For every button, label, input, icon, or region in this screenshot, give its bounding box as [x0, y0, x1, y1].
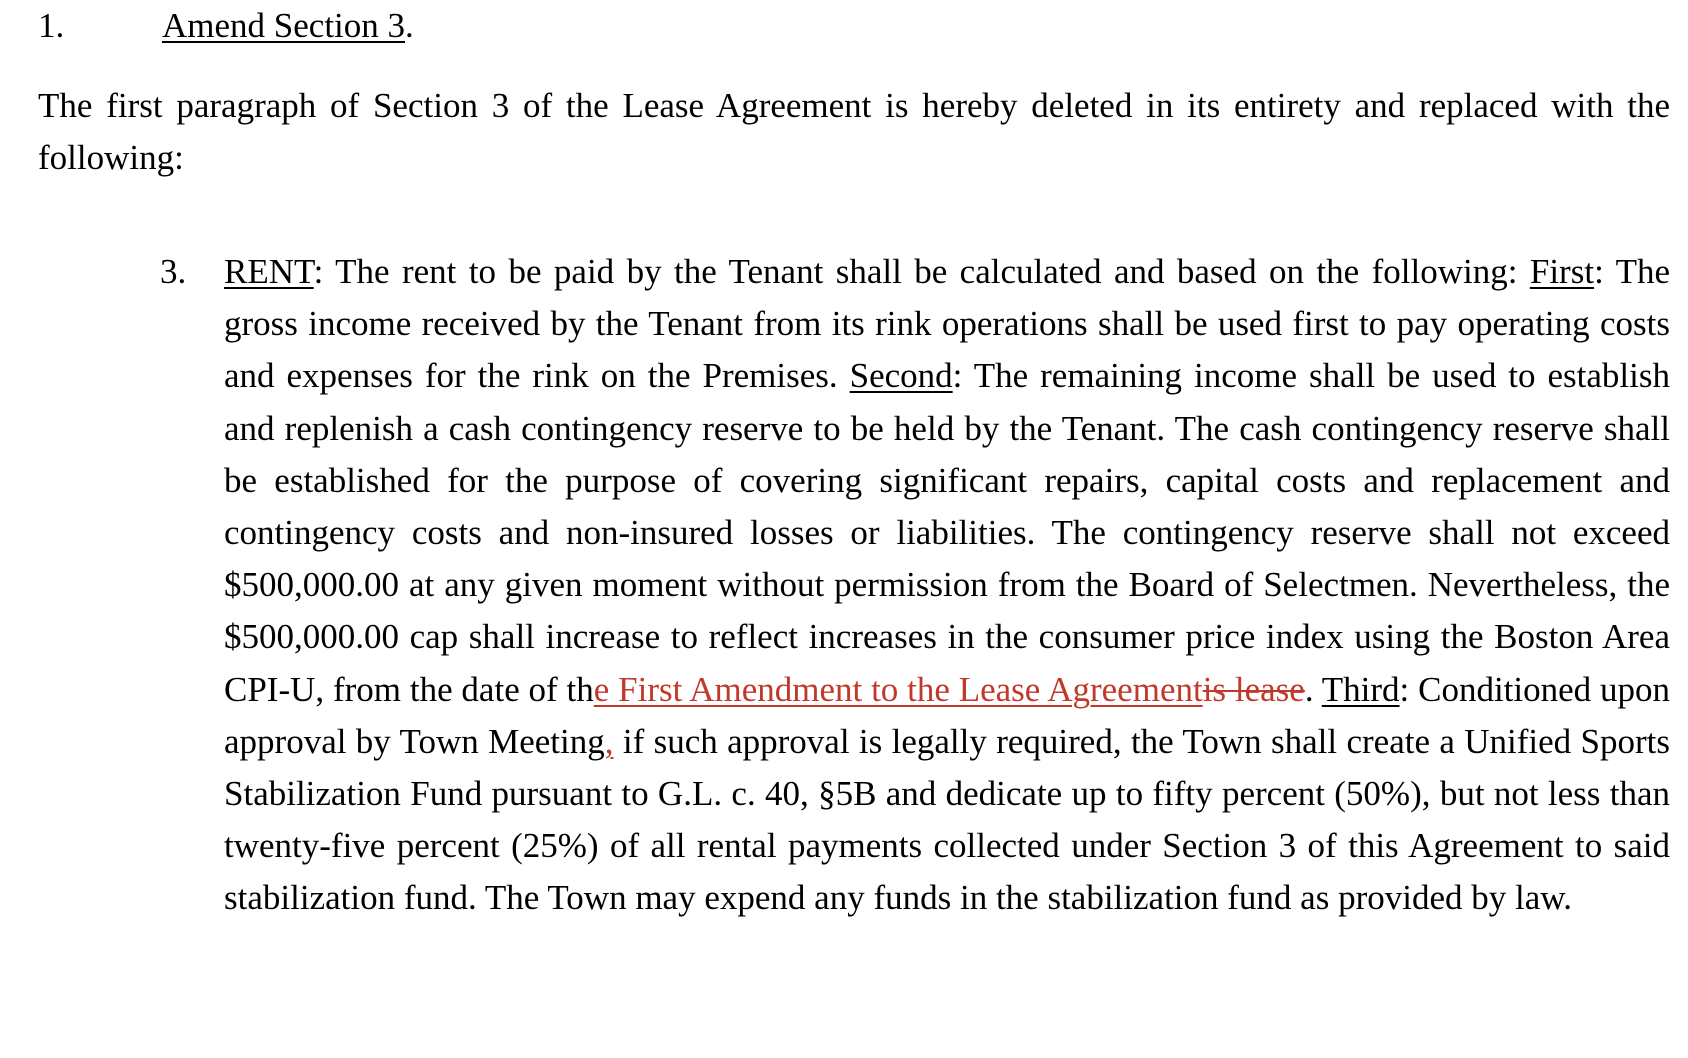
tracked-inserted-comma: ,: [604, 721, 614, 761]
section-number: 1.: [38, 6, 65, 45]
section-title: [162, 4, 414, 48]
third-text-b: if such approval is legally required, the Town shall create a Unified Sports Stabilization Fund pursuant to G.L. c. 40, §5B and dedicate up to fifty percent (50%), but not less than twenty-five percent (25%) of all rental payments collected under Section 3 of this Agreement to said stabilization fund. The Town may expend any funds in the stabilization fund as provided by law.: [224, 721, 1670, 918]
section-title-period: .: [405, 6, 414, 45]
first-label: First: [1529, 252, 1595, 291]
rent-clause-paragraph: [224, 246, 1670, 925]
rent-intro-text: : The rent to be paid by the Tenant shall be calculated and based on the following:: [313, 252, 1530, 291]
third-text-a: : Conditioned upon approval by Town Meeting: [224, 669, 1670, 761]
rent-clause-number: 3.: [160, 252, 187, 291]
intro-paragraph: The first paragraph of Section 3 of the Lease Agreement is hereby deleted in its entirety and replaced with the following:: [38, 86, 1670, 177]
section-title-text: Amend Section 3: [162, 6, 406, 45]
third-label: Third: [1321, 669, 1400, 709]
after-deletion-text: .: [1304, 669, 1322, 709]
second-text: : The remaining income shall be used to establish and replenish a cash contingency reserve to be held by the Tenant. The cash contingency reserve shall be established for the purpose of covering significant repairs, capital costs and replacement and contingency costs and non-insured losses or liabilities. The contingency reserve shall not exceed $500,000.00 at any given moment without permission from the Board of Selectmen. Nevertheless, the $500,000.00 cap shall increase to reflect increases in the consumer price index using the Boston Area CPI-U, from the date of th: [224, 356, 1670, 709]
second-label: Second: [849, 356, 953, 396]
first-text: : The gross income received by the Tenant from its rink operations shall be used first to pay operating costs and expenses for the rink on the Premises.: [224, 252, 1670, 396]
rent-label: RENT: [224, 252, 314, 291]
tracked-insertion: e First Amendment to the Lease Agreement: [593, 669, 1203, 709]
tracked-deletion: is lease: [1202, 669, 1305, 709]
